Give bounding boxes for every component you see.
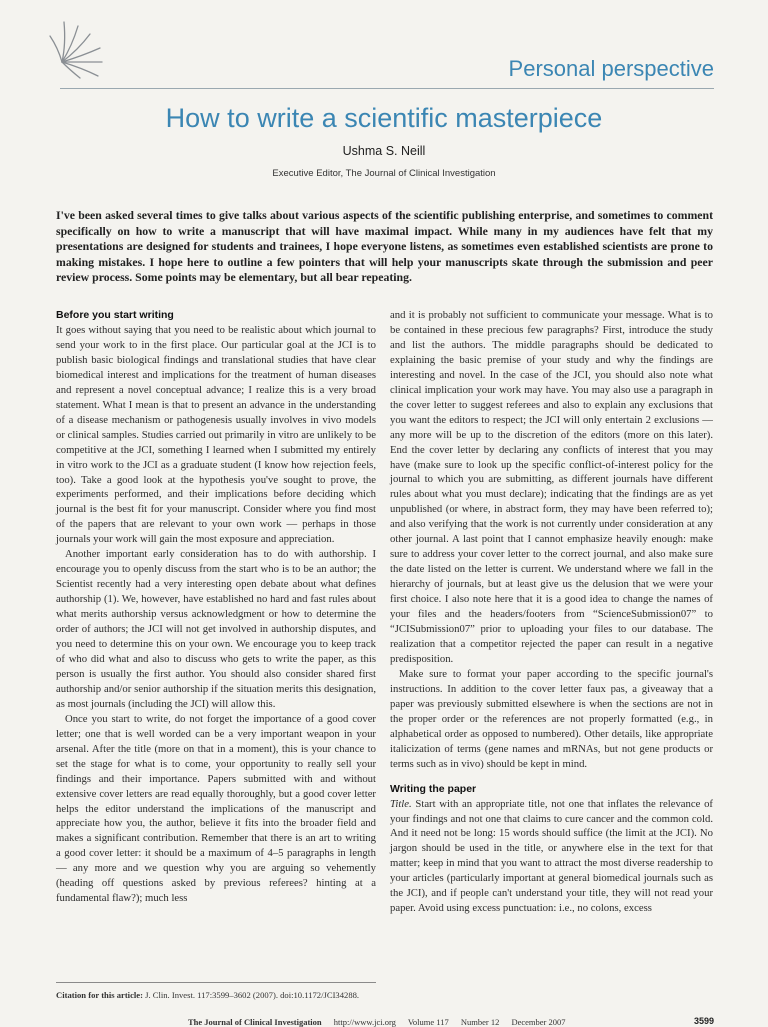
header-rule	[60, 88, 714, 89]
paragraph: Once you start to write, do not forget the importance of a good cover letter; one that is well worded can be a very important weapon in your arsenal. After the title (more on that in a moment), this is your chance to set the stage for what is to come, your opportunity to really sell your findings and their importance. Papers submitted with and without extensive cover letters are read equally thoroughly, but a good cover letter helps the editor understand the implications of the manuscript and appreciate how you, the author, believe it fits into the broader field and makes a significant contribution. Remember that there is an art to writing a good cover letter: it should be a maximum of 4–5 paragraphs in length — any more and we question why you are arguing so vehemently (heading off questions asked by previous referees? hinting at a fundamental flaw?); much less	[56, 712, 376, 905]
right-column	[390, 308, 713, 916]
footer-date: December 2007	[511, 1017, 566, 1027]
paragraph: and it is probably not sufficient to communicate your message. What is to be contained in these precious few paragraphs? First, introduce the study and list the authors. The middle paragraphs should be dedicated to explaining the basic premise of your study and why the findings are interesting and novel. In the case of the JCI, you should also note what clinical implication your work may have. You may also use a paragraph in the cover letter to suggest referees and also to explain any exclusions that you want the editors to respect; the JCI will only entertain 2 exclusions — any more will be up to the discretion of the editors (more on this later). End the cover letter by declaring any conflicts of interest that you may have (make sure to look up the specific conflict-of-interest policy for the journal to which you are submitting, as different journals have different rules about what you must declare); indicating that the findings are as yet unpublished (or where, in abstract form, they may have been referred to); and also verifying that the work is not currently under consideration at any other journal. A last point that I cannot emphasize heavily enough: make sure to address your cover letter to the correct journal, and also make sure the date listed on the letter is current. We understand where we fall in the hierarchy of journals, but at least give us the delusion that we were your first choice. I also note here that it is a good idea to change the names of your files and the headers/footers from “ScienceSubmission07” to “JCISubmission07” prior to uploading your files to our database. The realization that a competitor rejected the paper can result in a negative predisposition.	[390, 309, 713, 665]
paragraph: Another important early consideration has to do with authorship. I encourage you to openly discuss from the start who is to be an author; the Scientist recently had a very interesting open debate about what defines authorship (1). We, however, have established no hard and fast rules about what merits authorship versus acknowledgment or how to determine the order of authors; the JCI will not get involved in authorship disputes, and you need to determine this on your own. We encourage you to keep track of who did what and also to discuss who gets to write the paper, as this person is usually the first author. You should also consider shared first authorship and/or senior authorship if the situation merits this designation, as most journals (including the JCI) will allow this.	[56, 548, 376, 710]
section-label: Personal perspective	[508, 56, 714, 81]
section-heading-writing-paper: Writing the paper	[390, 782, 477, 795]
paragraph-text: Start with an appropriate title, not one that inflates the relevance of your findings and not one that claims to cure cancer and the common cold. And it need not be long: 15 words should suffice (the limit at the JCI). No jargon should be used in the title, or anywhere else in the text for that matter; keep in mind that you want to attract the most diverse readership to your articles (particularly important at general biomedical journals such as the JCI), and if people can't understand your title, they will not read your paper. Avoid using excess punctuation: i.e., no colons, excess	[390, 797, 713, 915]
left-column	[56, 308, 376, 906]
footer-volume: Volume 117	[407, 1017, 449, 1027]
abstract: I've been asked several times to give talks about various aspects of the scientific publishing enterprise, and sometimes to comment specifically on how to write a manuscript that will have maximal impact. While many in my audiences have felt that my presentations are designed for students and trainees, I hope everyone listens, as sometimes even established scientists are prone to making mistakes. I hope here to outline a few pointers that will help your manuscripts skate through the submission and peer review process. Some points may be elementary, but all bear repeating.	[56, 208, 713, 284]
footer-number: Number 12	[460, 1017, 500, 1027]
footer-journal: The Journal of Clinical Investigation	[188, 1017, 322, 1027]
article-title: How to write a scientific masterpiece	[165, 103, 603, 133]
paragraph	[390, 797, 713, 917]
author-name: Ushma S. Neill	[342, 144, 426, 158]
title-lead-label: Title.	[390, 797, 412, 810]
section-heading-before-writing: Before you start writing	[56, 309, 174, 321]
citation	[56, 990, 386, 1000]
page-number: 3599	[693, 1016, 714, 1026]
author-affiliation: Executive Editor, The Journal of Clinical Investigation	[272, 168, 496, 179]
jci-logo-icon	[44, 18, 106, 80]
footer-url[interactable]: http://www.jci.org	[333, 1017, 396, 1027]
paragraph: It goes without saying that you need to be realistic about which journal to send your work to in the first place. Our particular goal at the JCI is to publish basic biological findings and translational studies that have clear biomedical interest and implications for the treatment of human diseases and represent a novel conceptual advance; I realize this is a very broad statement. What I mean is that to present an advance in the understanding of a disease mechanism or pathogenesis usually involves in vivo models or clinical samples. Studies carried out primarily in vitro are unlikely to be competitive at the JCI, something I learned when I submitted my entirely in vitro work to the JCI as a graduate student (I know how rejection feels, too). Take a good look at the hypothesis you've sought to prove, the experiments performed, and their implications before deciding which journal is the best fit for your manuscript. Consider where you find most of the papers that are relevant to your own work — perhaps in those journals your work will gain the most exposure and appreciation.	[56, 324, 376, 546]
citation-text: J. Clin. Invest. 117:3599–3602 (2007). doi:10.1172/JCI34288.	[142, 990, 360, 1000]
paragraph: Make sure to format your paper according to the specific journal's instructions. In addition to the cover letter faux pas, a giveaway that a paper was previously submitted elsewhere is when the sections are not in the proper order or the references are not properly formatted (e.g., in alphabetical order as opposed to numbered). Other details, like appropriate italicization of terms (gene names and mRNAs, but not gene products or terms such as in vivo) should be kept in mind.	[390, 667, 713, 770]
citation-rule	[56, 982, 376, 983]
citation-label: Citation for this article:	[56, 990, 143, 1000]
page-footer	[188, 1017, 576, 1027]
